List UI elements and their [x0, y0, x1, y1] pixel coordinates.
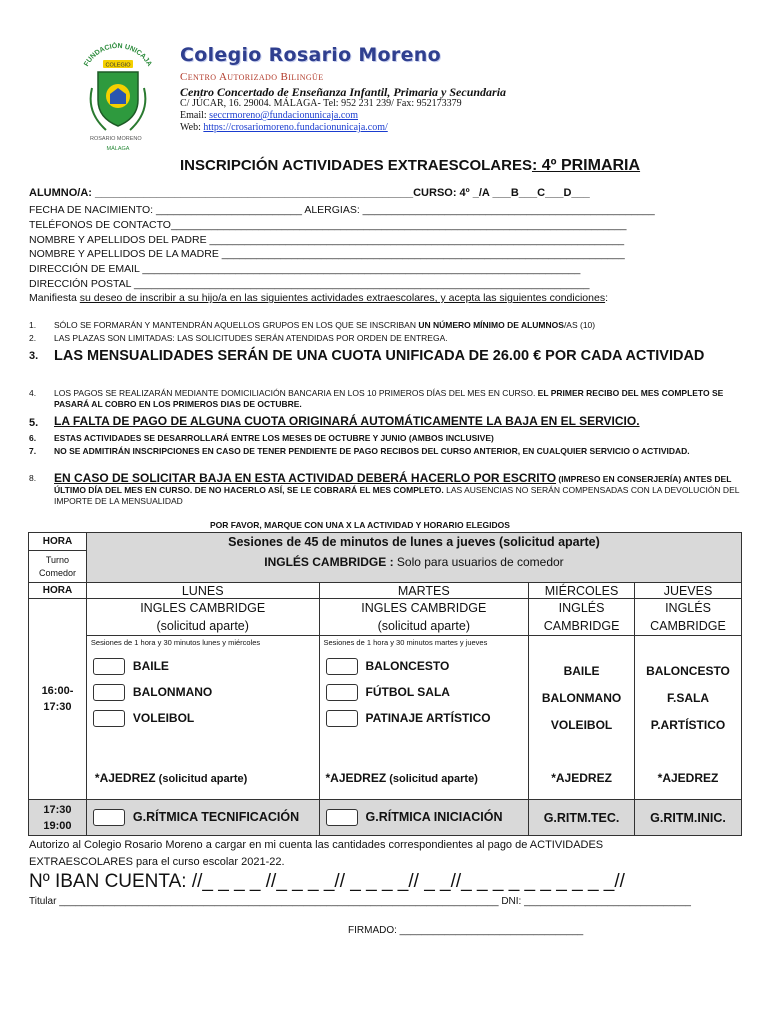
ajedrez-miercoles: *AJEDREZ — [529, 758, 635, 800]
cambridge-jueves-2: CAMBRIDGE — [650, 619, 726, 633]
option-martes-baloncesto[interactable] — [320, 653, 529, 679]
rule-8-a: EN CASO DE SOLICITAR BAJA EN ESTA ACTIVIDAD DEBERÁ HACERLO POR ESCRITO — [54, 471, 557, 485]
cambridge-martes — [319, 599, 529, 636]
cambridge-lunes-1: INGLES CAMBRIDGE — [140, 601, 266, 615]
rule-6-text: ESTAS ACTIVIDADES SE DESARROLLARÁ ENTRE LOS MESES DE OCTUBRE Y JUNIO (AMBOS INCLUSIVE) — [54, 433, 494, 443]
rule-4-a: LOS PAGOS SE REALIZARÁN MEDIANTE DOMICILIACIÓN BANCARIA EN LOS 10 PRIMEROS DÍAS DEL MES EN CURSO. — [54, 388, 538, 398]
cambridge-miercoles-1: INGLÉS — [558, 601, 605, 615]
rule-6-num: 6. — [29, 433, 37, 443]
rule-6 — [29, 433, 741, 444]
day-jueves: JUEVES — [635, 583, 742, 599]
ajedrez-lunes-a: *AJEDREZ — [94, 771, 156, 786]
firmado-field[interactable]: FIRMADO: _________________________________ — [348, 925, 584, 936]
cambridge-lunes — [86, 599, 319, 636]
rule-3 — [29, 347, 741, 366]
rule-8 — [29, 473, 741, 507]
titular-dni-field[interactable]: Titular _______________________________________________________________________________ DNI: ______________________________ — [29, 896, 691, 907]
ingles-bold: INGLÉS CAMBRIDGE : — [264, 555, 397, 569]
option-lunes-balonmano[interactable] — [87, 679, 319, 705]
form-title-main: INSCRIPCIÓN ACTIVIDADES EXTRAESCOLARES — [180, 157, 532, 174]
jue-partistico: P.ARTÍSTICO — [650, 718, 726, 732]
rule-7-num: 7. — [29, 446, 37, 456]
email-link[interactable]: seccrmoreno@fundacionunicaja.com — [209, 110, 359, 121]
rule-1 — [29, 320, 741, 331]
cambridge-martes-1: INGLES CAMBRIDGE — [361, 601, 487, 615]
autorizo-line-1: Autorizo al Colegio Rosario Moreno a cargar en mi cuenta las cantidades correspondientes al pago de ACTIVIDADES — [29, 839, 604, 851]
cambridge-lunes-2: (solicitud aparte) — [156, 619, 249, 633]
checkbox-lunes-balonmano[interactable] — [93, 684, 125, 701]
time-slot-1: 16:00- 17:30 — [29, 599, 87, 800]
label-martes-patinaje: PATINAJE ARTÍSTICO — [365, 711, 491, 725]
label-grit-iniciacion: G.RÍTMICA INICIACIÓN — [365, 809, 503, 824]
favor-note: POR FAVOR, MARQUE CON UNA X LA ACTIVIDAD Y HORARIO ELEGIDOS — [210, 520, 510, 530]
rule-3-text: LAS MENSUALIDADES SERÁN DE UNA CUOTA UNIFICADA DE 26.00 € POR CADA ACTIVIDAD — [54, 348, 705, 364]
checkbox-grit-tecnificacion[interactable] — [93, 809, 125, 826]
rule-8-b: (IMPRESO EN CONSERJERÍA) — [556, 474, 684, 484]
miercoles-options-cell — [529, 636, 635, 758]
ajedrez-jueves: *AJEDREZ — [635, 758, 742, 800]
cambridge-martes-2: (solicitud aparte) — [377, 619, 470, 633]
cambridge-jueves-1: INGLÉS — [665, 601, 711, 615]
manifiesta-post: : — [605, 292, 609, 304]
cambridge-jueves — [635, 599, 742, 636]
email-label: Email: — [180, 110, 210, 121]
time-slot-2: 17:30 19:00 — [29, 800, 87, 836]
label-lunes-voleibol: VOLEIBOL — [132, 711, 195, 725]
label-lunes-baile: BAILE — [132, 659, 169, 673]
grit-miercoles: G.RITM.TEC. — [529, 800, 635, 836]
rule-4-b: EL PRIMER RECIBO DEL MES COMPLETO SE PASARÁ AL COBRO EN LOS PRIMEROS DIAS DE OCTUBRE. — [54, 388, 724, 409]
rule-3-num: 3. — [29, 350, 39, 362]
rule-1-a: SÓLO SE FORMARÁN Y MANTENDRÁN AQUELLOS GRUPOS EN LOS QUE SE INSCRIBAN — [54, 320, 419, 330]
checkbox-martes-baloncesto[interactable] — [326, 658, 358, 675]
rule-4-num: 4. — [29, 388, 37, 398]
checkbox-grit-iniciacion[interactable] — [326, 809, 358, 826]
madre-field[interactable]: NOMBRE Y APELLIDOS DE LA MADRE _____________________________________________________________________ — [29, 248, 625, 260]
ingles-note: Solo para usuarios de comedor — [396, 555, 564, 569]
web-link[interactable]: https://crosariomoreno.fundacionunicaja.com/ — [203, 122, 388, 133]
school-address: C/ JÚCAR, 16. 29004. MÁLAGA- Tel: 952 231 239/ Fax: 952173379 — [180, 98, 462, 109]
option-grit-iniciacion[interactable] — [319, 800, 529, 836]
mier-balonmano: BALONMANO — [541, 691, 622, 705]
telefonos-field[interactable]: TELÉFONOS DE CONTACTO______________________________________________________________________________ — [29, 219, 627, 231]
sesiones-title: Sesiones de 45 de minutos de lunes a jueves (solicitud aparte) — [228, 535, 600, 549]
jue-fsala: F.SALA — [667, 691, 709, 705]
school-logo — [76, 42, 160, 158]
form-title — [180, 157, 640, 175]
mier-voleibol: VOLEIBOL — [550, 718, 613, 732]
ajedrez-martes — [319, 758, 529, 800]
manifiesta-text — [29, 292, 608, 304]
note-martes: Sesiones de 1 hora y 30 minutos martes y jueves — [323, 638, 488, 647]
rule-8-num: 8. — [29, 473, 37, 483]
checkbox-lunes-baile[interactable] — [93, 658, 125, 675]
email-field[interactable]: DIRECCIÓN DE EMAIL ___________________________________________________________________________ — [29, 263, 581, 275]
day-miercoles: MIÉRCOLES — [529, 583, 635, 599]
hora-header-2: HORA — [29, 583, 87, 599]
label-grit-tecnificacion: G.RÍTMICA TECNIFICACIÓN — [132, 809, 300, 824]
cambridge-miercoles-2: CAMBRIDGE — [543, 619, 620, 633]
form-title-course: : 4º PRIMARIA — [531, 157, 641, 174]
grit-jueves: G.RITM.INIC. — [635, 800, 742, 836]
rule-7 — [29, 446, 741, 457]
hora-header: HORA — [29, 533, 87, 551]
rule-7-text: NO SE ADMITIRÁN INSCRIPCIONES EN CASO DE TENER PENDIENTE DE PAGO RECIBOS DEL CURSO ANTERIOR, EN CUALQUIER SERVICIO O ACTIVIDAD. — [54, 446, 690, 456]
rule-1-c: /AS (10) — [563, 320, 596, 330]
option-lunes-voleibol[interactable] — [87, 705, 319, 731]
option-grit-tecnificacion[interactable] — [86, 800, 319, 836]
checkbox-martes-patinaje[interactable] — [326, 710, 358, 727]
rule-5-text: LA FALTA DE PAGO DE ALGUNA CUOTA ORIGINARÁ AUTOMÁTICAMENTE LA BAJA EN EL SERVICIO. — [54, 414, 640, 428]
rule-5-num: 5. — [29, 417, 39, 429]
school-email-line — [180, 110, 358, 121]
logo-text-top: FUNDACIÓN UNICAJA — [83, 42, 153, 68]
option-lunes-baile[interactable] — [87, 653, 319, 679]
iban-field[interactable]: Nº IBAN CUENTA: //_ _ _ _ //_ _ _ _// _ _ _ _// _ _//_ _ _ _ _ _ _ _ _ _// — [29, 871, 625, 892]
school-name: Colegio Rosario Moreno — [180, 44, 441, 66]
rule-2-text: LAS PLAZAS SON LIMITADAS: LAS SOLICITUDES SERÁN ATENDIDAS POR ORDEN DE ENTREGA. — [54, 333, 448, 343]
postal-field[interactable]: DIRECCIÓN POSTAL ______________________________________________________________________________ — [29, 278, 590, 290]
rule-1-b: UN NÚMERO MÍNIMO DE ALUMNOS — [418, 320, 564, 330]
mier-baile: BAILE — [563, 664, 600, 678]
option-martes-patinaje[interactable] — [320, 705, 529, 731]
day-martes: MARTES — [319, 583, 529, 599]
manifiesta-pre: Manifiesta — [29, 292, 80, 304]
lunes-options-cell — [86, 636, 319, 758]
sesiones-header — [86, 533, 741, 583]
jueves-options-cell — [635, 636, 742, 758]
school-subtitle: Centro Autorizado Bilingüe — [180, 71, 324, 83]
checkbox-martes-futbol-sala[interactable] — [326, 684, 358, 701]
ajedrez-lunes — [86, 758, 319, 800]
checkbox-lunes-voleibol[interactable] — [93, 710, 125, 727]
rule-2-num: 2. — [29, 333, 37, 343]
web-label: Web: — [180, 122, 204, 133]
cambridge-miercoles — [529, 599, 635, 636]
label-lunes-balonmano: BALONMANO — [132, 685, 213, 699]
autorizo-line-2: EXTRAESCOLARES para el curso escolar 2021-22. — [29, 856, 285, 868]
padre-field[interactable]: NOMBRE Y APELLIDOS DEL PADRE _______________________________________________________________________ — [29, 234, 625, 246]
label-martes-futbol-sala: FÚTBOL SALA — [365, 685, 450, 699]
rule-8-d: LAS AUSENCIAS NO SERÁN COMPENSADAS CON LA DEVOLUCIÓN DEL IMPORTE DE LA MENSUALIDAD — [54, 485, 740, 506]
note-lunes: Sesiones de 1 hora y 30 minutos lunes y miércoles — [90, 638, 261, 647]
schedule-table — [28, 532, 742, 836]
manifiesta-underlined: su deseo de inscribir a su hijo/a en las siguientes actividades extraescolares, y acepta las siguientes condiciones — [79, 292, 606, 304]
day-lunes: LUNES — [86, 583, 319, 599]
jue-baloncesto: BALONCESTO — [646, 664, 730, 678]
ajedrez-martes-a: *AJEDREZ — [325, 771, 387, 786]
rule-1-num: 1. — [29, 320, 37, 330]
ajedrez-martes-b: (solicitud aparte) — [386, 773, 478, 786]
alumno-field[interactable]: ALUMNO/A: ____________________________________________________CURSO: 4º _/A ___B___C___D___ — [29, 187, 590, 199]
school-web-line — [180, 122, 388, 133]
fecha-alergias-field[interactable]: FECHA DE NACIMIENTO: _________________________ ALERGIAS: __________________________________________________ — [29, 204, 655, 216]
rule-8-c: ANTES DEL ÚLTIMO DÍA DEL MES EN CURSO. DE NO HACERLO ASÍ, SE LE COBRARÁ EL MES COMPLETO. — [54, 474, 732, 495]
rule-5 — [29, 416, 741, 427]
rule-4 — [29, 388, 741, 410]
label-martes-baloncesto: BALONCESTO — [365, 659, 450, 673]
logo-text-inner: COLEGIO — [105, 62, 131, 69]
option-martes-futbol-sala[interactable] — [320, 679, 529, 705]
martes-options-cell — [319, 636, 529, 758]
ajedrez-lunes-b: (solicitud aparte) — [155, 773, 248, 786]
logo-text-city: MÁLAGA — [106, 146, 130, 152]
ingles-line — [87, 549, 741, 569]
turno-comedor: Turno Comedor — [29, 551, 87, 583]
rule-2 — [29, 333, 741, 344]
logo-text-bottom: ROSARIO MORENO — [90, 136, 142, 142]
school-centro: Centro Concertado de Enseñanza Infantil, Primaria y Secundaria — [180, 85, 507, 99]
